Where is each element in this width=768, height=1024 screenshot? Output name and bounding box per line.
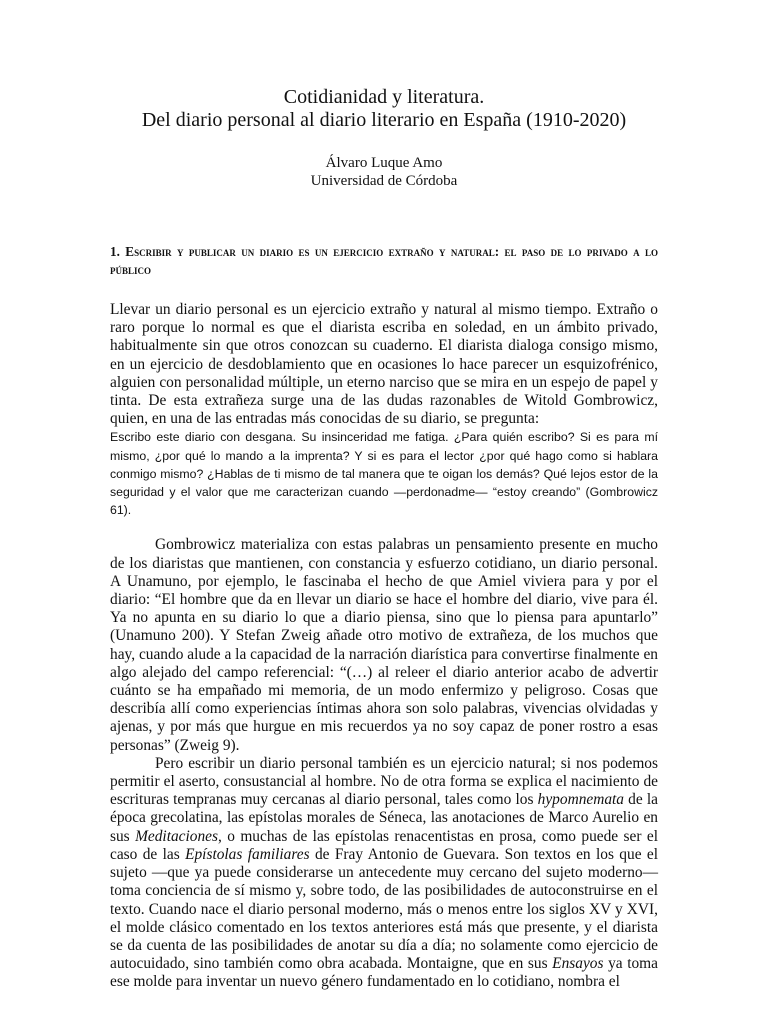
paragraph-3-text-g: de Fray Antonio de Guevara. Son textos en los que el sujeto —que ya puede considerarse un antecedente muy cercano del sujeto moderno— toma conciencia de sí mismo y, sobre todo, de las posibilidades de autoconstruirse en el texto. Cuando nace el diario personal moderno, más o menos entre los siglos XV y XVI, el molde clásico comentado en los textos anteriores está más que presente, y el diarista se da cuenta de las posibilidades de anotar su día a día; no solamente como ejercicio de autocuidado, sino también como obra acabada. Montaigne, que en sus: [110, 845, 658, 973]
paragraph-3-text-a: Pero escribir un diario personal también es un ejercicio natural; si nos podemos permitir el aserto, consustancial al hombre. No de otra forma se explica el nacimiento de escrituras tempranas muy cercanas al diario personal, tales como los: [110, 754, 658, 809]
title-line-2: Del diario personal al diario literario en España (1910-2020): [141, 109, 627, 131]
paper-title: [110, 86, 658, 132]
author-name: Álvaro Luque Amo: [325, 155, 443, 171]
body-text: [110, 301, 658, 992]
paragraph-3-text-c: de la época grecolatina, las epístolas morales de Séneca, las anotaciones de Marco Aurelio en sus: [110, 791, 658, 845]
section-heading: 1. Escribir y publicar un diario es un ejercicio extraño y natural: el paso de lo privado a lo público: [110, 244, 658, 277]
paragraph-1: Llevar un diario personal es un ejercicio extraño y natural al mismo tiempo. Extraño o raro porque lo normal es que el diarista escriba en soledad, en un ámbito privado, habitualmente sin que otros conozcan su cuaderno. El diarista dialoga consigo mismo, en un ejercicio de desdoblamiento que en ocasiones lo hace parecer un esquizofrénico, alguien con personalidad múltiple, un eterno narciso que se mira en un espejo de papel y tinta. De esta extrañeza surge una de las dudas razonables de Witold Gombrowicz, quien, en una de las entradas más conocidas de su diario, se pregunta:: [110, 301, 658, 428]
block-quote: Escribo este diario con desgana. Su insinceridad me fatiga. ¿Para quién escribo? Si es para mí mismo, ¿por qué lo mando a la imprenta? Y si es para el lector ¿por qué hago como si hablara conmigo mismo? ¿Hablas de ti mismo de tal manera que te oigan los demás? Qué lejos estor de la seguridad y el valor que me caracterizan cuando —perdonadme— “estoy creando” (Gombrowicz 61).: [110, 430, 658, 518]
italic-meditaciones: Meditaciones: [135, 827, 218, 845]
paragraph-3-text-i: ya toma ese molde para inventar un nuevo género fundamentado en lo cotidiano, nombra el: [110, 955, 658, 991]
document-page: [110, 0, 658, 992]
title-line-1: Cotidianidad y literatura.: [283, 86, 485, 108]
paragraph-2: Gombrowicz materializa con estas palabras un pensamiento presente en mucho de los diaristas que mantienen, con constancia y esfuerzo cotidiano, un diario personal. A Unamuno, por ejemplo, le fascinaba el hecho de que Amiel viviera para y por el diario: “El hombre que da en llevar un diario se hace el hombre del diario, vive para él. Ya no apunta en su diario lo que a diario piensa, sino que lo piensa para apuntarlo” (Unamuno 200). Y Stefan Zweig añade otro motivo de extrañeza, de los muchos que hay, cuando alude a la capacidad de la narración diarística para convertirse finalmente en algo alejado del campo referencial: “(…) al releer el diario anterior acabo de advertir cuánto se ha empañado mi memoria, de un modo enfermizo y peligroso. Cosas que describía allí como experiencias íntimas ahora son solo palabras, vivencias olvidadas y ajenas, y por más que hurgue en mis recuerdos ya no soy capaz de poner rostro a esas personas” (Zweig 9).: [110, 536, 658, 754]
italic-hypomnemata: hypomnemata: [537, 791, 624, 809]
paragraph-3-text-e: , o muchas de las epístolas renacentistas en prosa, como puede ser el caso de las: [110, 827, 658, 863]
paragraph-3: [110, 755, 658, 992]
italic-ensayos: Ensayos: [552, 955, 604, 973]
author-block: [110, 154, 658, 190]
italic-epistolas-familiares: Epístolas familiares: [185, 845, 310, 863]
author-affiliation: Universidad de Córdoba: [310, 173, 458, 189]
